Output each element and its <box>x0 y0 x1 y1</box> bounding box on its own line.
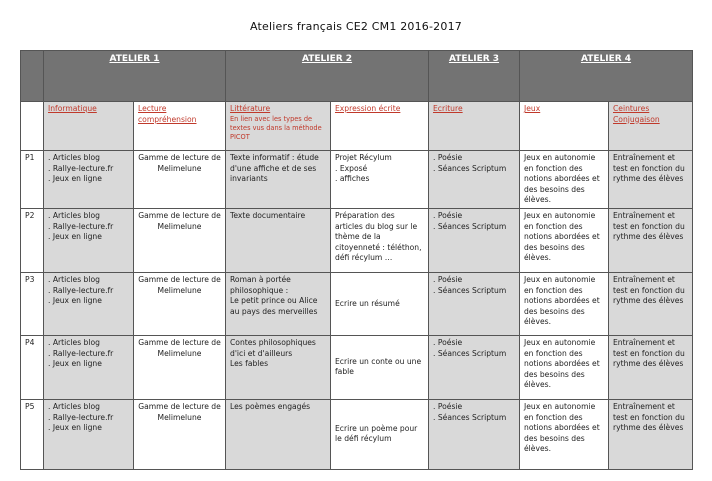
cell-line: . Séances Scriptum <box>433 285 507 295</box>
subheader-ceintures <box>609 102 693 151</box>
cell-ecriture <box>429 151 520 209</box>
cell-line: . Articles blog <box>48 210 100 220</box>
atelier-1-header: ATELIER 1 <box>44 51 226 102</box>
cell-litterature <box>226 208 331 272</box>
cell-lecture: Gamme de lecture de Melimelune <box>134 399 226 469</box>
cell-lecture: Gamme de lecture de Melimelune <box>134 272 226 335</box>
period-label: P5 <box>21 399 44 469</box>
cell-line: . Poésie <box>433 210 463 220</box>
cell-line: . Rallye-lecture.fr <box>48 285 114 295</box>
period-row <box>21 151 693 209</box>
cell-jeux: Jeux en autonomie en fonction des notions abordées et des besoins des élèves. <box>520 151 609 209</box>
cell-jeux: Jeux en autonomie en fonction des notions abordées et des besoins des élèves. <box>520 272 609 335</box>
subheader-label: Lecture compréhension <box>138 104 197 124</box>
cell-line: . Séances Scriptum <box>433 163 507 173</box>
cell-line: Le petit prince ou Alice au pays des merveilles <box>230 296 318 316</box>
cell-expression <box>331 335 429 399</box>
cell-line: . Poésie <box>433 337 463 347</box>
cell-ecriture <box>429 208 520 272</box>
cell-ecriture <box>429 272 520 335</box>
cell-line: . Poésie <box>433 401 463 411</box>
subheader-lecture <box>134 102 226 151</box>
cell-line: . Articles blog <box>48 274 100 284</box>
cell-litterature <box>226 272 331 335</box>
cell-expression <box>331 399 429 469</box>
cell-line: . Séances Scriptum <box>433 348 507 358</box>
subheader-litterature <box>226 102 331 151</box>
cell-line: Roman à portée philosophique : <box>230 274 291 295</box>
cell-line: . Poésie <box>433 153 463 162</box>
cell-line: Projet Récylum <box>335 153 392 162</box>
cell-line: . Jeux en ligne <box>48 174 102 184</box>
cell-line: . Rallye-lecture.fr <box>48 348 114 358</box>
period-label: P1 <box>21 151 44 209</box>
cell-ceintures: Entraînement et test en fonction du rythme des élèves <box>609 272 693 335</box>
atelier-header-row <box>21 51 693 102</box>
cell-lecture: Gamme de lecture de Melimelune <box>134 151 226 209</box>
cell-line: . Articles blog <box>48 401 100 411</box>
atelier-4-header: ATELIER 4 <box>520 51 693 102</box>
cell-expression <box>331 208 429 272</box>
cell-informatique <box>44 208 134 272</box>
cell-litterature <box>226 335 331 399</box>
subheader-label: Ecriture <box>433 104 463 113</box>
cell-ceintures: Entraînement et test en fonction du rythme des élèves <box>609 399 693 469</box>
atelier-2-header: ATELIER 2 <box>226 51 429 102</box>
period-row <box>21 335 693 399</box>
period-row <box>21 399 693 469</box>
cell-ceintures: Entraînement et test en fonction du rythme des élèves <box>609 335 693 399</box>
cell-line: . Rallye-lecture.fr <box>48 221 114 231</box>
cell-jeux: Jeux en autonomie en fonction des notions abordées et des besoins des élèves. <box>520 399 609 469</box>
subheader-label: Ceintures Conjugaison <box>613 104 660 124</box>
cell-line: Texte informatif : étude d'une affiche et de ses invariants <box>230 153 319 184</box>
cell-line: Les poèmes engagés <box>230 401 311 411</box>
cell-line: . Rallye-lecture.fr <box>48 163 114 173</box>
cell-line: . Poésie <box>433 274 463 284</box>
corner-cell <box>21 51 44 102</box>
cell-jeux: Jeux en autonomie en fonction des notions abordées et des besoins des élèves. <box>520 208 609 272</box>
cell-informatique <box>44 335 134 399</box>
period-label: P3 <box>21 272 44 335</box>
cell-line: . Articles blog <box>48 153 100 162</box>
subheader-row <box>21 102 693 151</box>
subheader-label: Informatique <box>48 104 97 113</box>
cell-line: . Séances Scriptum <box>433 412 507 422</box>
cell-expression <box>331 151 429 209</box>
cell-informatique <box>44 151 134 209</box>
subheader-label: Expression écrite <box>335 104 401 113</box>
cell-line: Ecrire un poème pour le défi récylum <box>335 423 418 444</box>
subheader-expression <box>331 102 429 151</box>
cell-line: . Jeux en ligne <box>48 359 102 369</box>
ateliers-table <box>20 50 693 470</box>
cell-line: Les fables <box>230 359 269 369</box>
document-title: Ateliers français CE2 CM1 2016-2017 <box>250 20 462 33</box>
cell-line: . Rallye-lecture.fr <box>48 412 114 422</box>
subheader-informatique <box>44 102 134 151</box>
period-row <box>21 272 693 335</box>
cell-line: Texte documentaire <box>230 210 306 220</box>
cell-litterature <box>226 151 331 209</box>
cell-informatique <box>44 399 134 469</box>
atelier-3-header: ATELIER 3 <box>429 51 520 102</box>
subheader-jeux <box>520 102 609 151</box>
cell-line: . Séances Scriptum <box>433 221 507 231</box>
cell-line: Ecrire un résumé <box>335 298 400 308</box>
cell-lecture: Gamme de lecture de Melimelune <box>134 208 226 272</box>
cell-ecriture <box>429 399 520 469</box>
cell-jeux: Jeux en autonomie en fonction des notions abordées et des besoins des élèves. <box>520 335 609 399</box>
cell-expression <box>331 272 429 335</box>
subheader-label: Jeux <box>524 104 541 113</box>
subheader-label: Littérature <box>230 104 271 113</box>
period-label: P4 <box>21 335 44 399</box>
cell-line: Préparation des articles du blog sur le thème de la citoyenneté : téléthon, défi récylum … <box>335 210 422 263</box>
cell-line: . Jeux en ligne <box>48 296 102 306</box>
subheader-note: En lien avec les types de textes vus dans la méthode PICOT <box>230 114 322 142</box>
period-row <box>21 208 693 272</box>
cell-ecriture <box>429 335 520 399</box>
cell-lecture: Gamme de lecture de Melimelune <box>134 335 226 399</box>
cell-line: Ecrire un conte ou une fable <box>335 356 422 377</box>
cell-litterature <box>226 399 331 469</box>
cell-ceintures: Entraînement et test en fonction du rythme des élèves <box>609 208 693 272</box>
cell-line: . Jeux en ligne <box>48 232 102 242</box>
subheader-ecriture <box>429 102 520 151</box>
cell-line: . Articles blog <box>48 337 100 347</box>
cell-informatique <box>44 272 134 335</box>
period-label: P2 <box>21 208 44 272</box>
cell-ceintures: Entraînement et test en fonction du rythme des élèves <box>609 151 693 209</box>
cell-line: . affiches <box>335 174 370 184</box>
subheader-corner <box>21 102 44 151</box>
cell-line: . Jeux en ligne <box>48 423 102 433</box>
cell-line: Contes philosophiques d'ici et d'ailleurs <box>230 337 316 358</box>
cell-line: . Exposé <box>335 163 368 173</box>
